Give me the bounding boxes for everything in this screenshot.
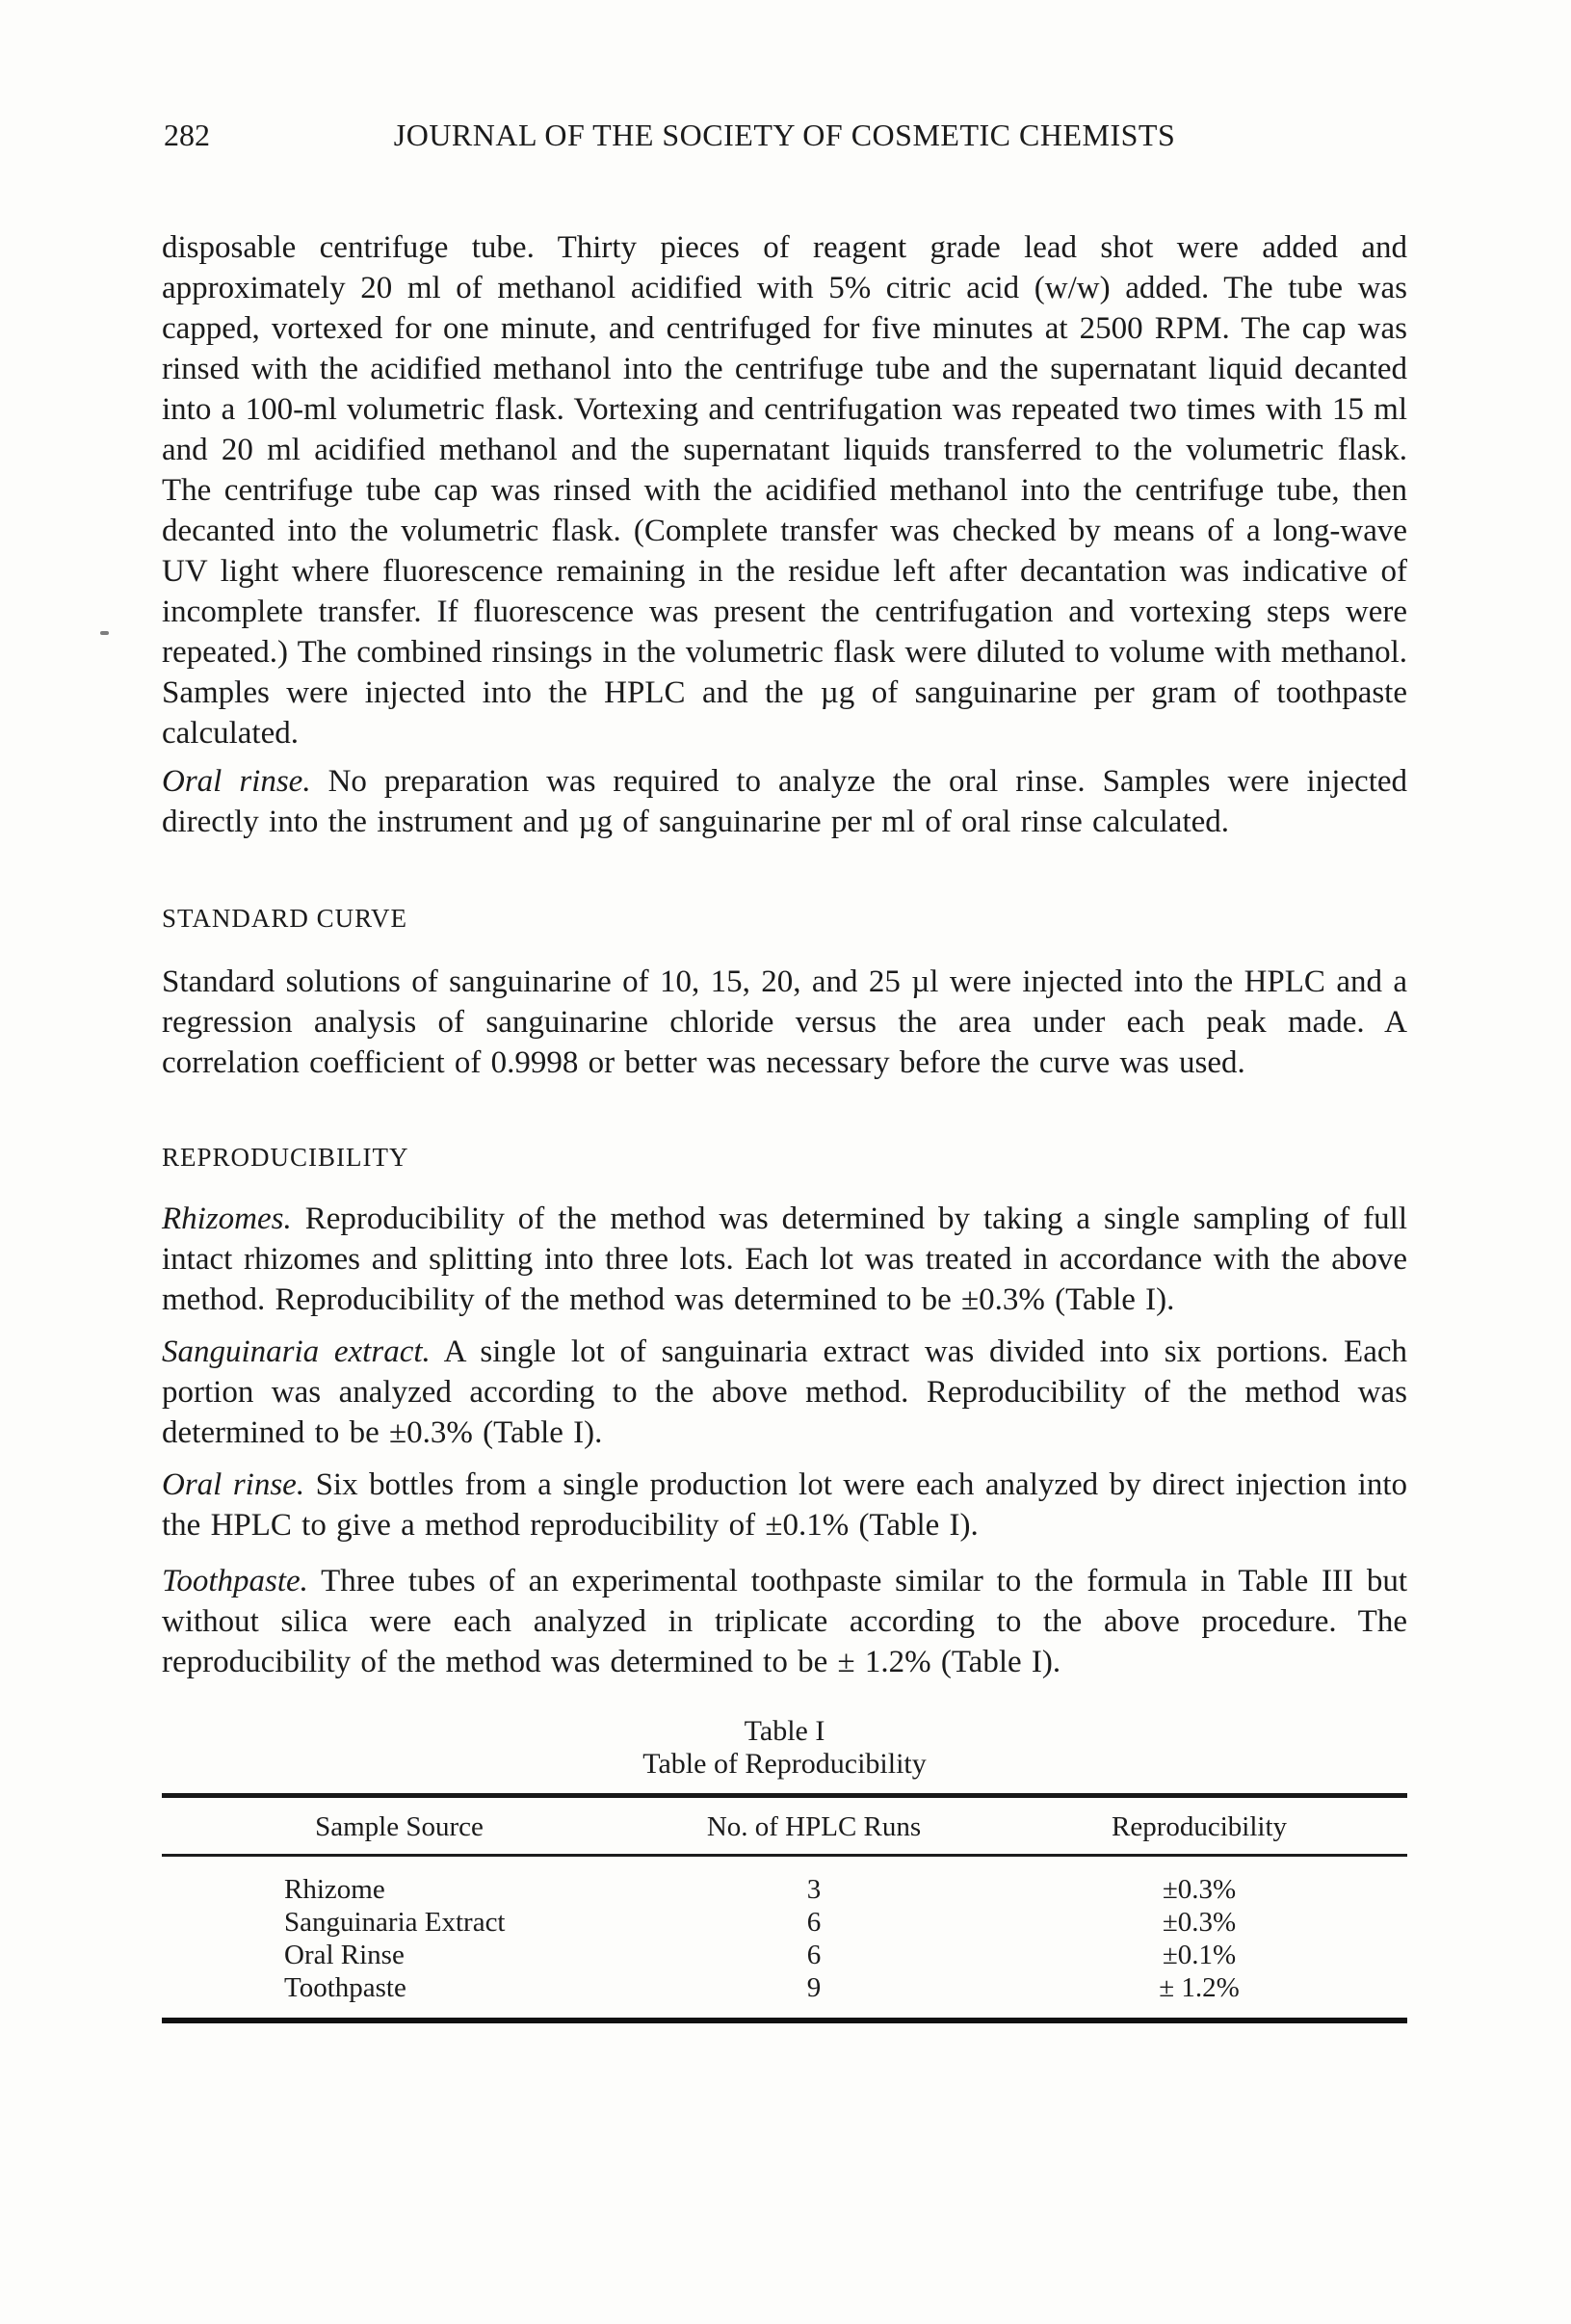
paragraph-text-oral-rinse-reproducibility: Six bottles from a single production lot were each analyzed by direct injection into the HPLC to give a method reproducibility of ±0.1% (Table I).	[162, 1467, 1408, 1543]
section-heading-reproducibility: REPRODUCIBILITY	[162, 1143, 409, 1172]
paragraph-lead-toothpaste: Toothpaste.	[162, 1564, 308, 1598]
paragraph-rhizomes	[162, 1199, 1407, 1320]
table-cell-source: Toothpaste	[284, 1972, 406, 2003]
running-head	[162, 118, 1407, 152]
paragraph-toothpaste	[162, 1561, 1407, 1682]
paragraph-lead-rhizomes: Rhizomes.	[162, 1202, 292, 1236]
paragraph-text-sanguinaria-extract: A single lot of sanguinaria extract was divided into six portions. Each portion was analyzed according to the above method. Reproducibility of the method was determined to be ±0.3% (Table I).	[162, 1334, 1407, 1450]
table-row	[162, 1939, 1407, 1971]
table-title: Table I	[744, 1715, 825, 1747]
table-header-row	[162, 1798, 1407, 1857]
paragraph-standard-curve: Standard solutions of sanguinarine of 10, 15, 20, and 25 µl were injected into the HPLC and a regression analysis of sanguinarine chloride versus the area under each peak made. A correlation coefficient of 0.9998 or better was necessary before the curve was used.	[162, 964, 1407, 1080]
table-cell-reproducibility: ±0.1%	[1162, 1940, 1237, 1970]
paragraph-text-toothpaste: Three tubes of an experimental toothpaste similar to the formula in Table III but without silica were each analyzed in triplicate according to the above procedure. The reproducibility of the method was determined to be ± 1.2% (Table I).	[162, 1564, 1407, 1679]
table-body	[162, 1857, 1407, 2018]
section-heading-standard-curve: STANDARD CURVE	[162, 904, 407, 933]
table-column-header-reproducibility: Reproducibility	[1111, 1811, 1288, 1842]
page-content	[162, 0, 1407, 2023]
table-cell-runs: 6	[806, 1940, 822, 1970]
paragraph-text-oral-rinse: No preparation was required to analyze the oral rinse. Samples were injected directly into the instrument and µg of sanguinarine per ml of oral rinse calculated.	[162, 764, 1408, 839]
reproducibility-table	[162, 1793, 1407, 2023]
paragraph-methods: disposable centrifuge tube. Thirty pieces of reagent grade lead shot were added and approximately 20 ml of methanol acidified with 5% citric acid (w/w) added. The tube was capped, vortexed for one minute, and centrifuged for five minutes at 2500 RPM. The cap was rinsed with the acidified methanol into the centrifuge tube and the supernatant liquid decanted into a 100-ml volumetric flask. Vortexing and centrifugation was repeated two times with 15 ml and 20 ml acidified methanol and the supernatant liquids transferred to the volumetric flask. The centrifuge tube cap was rinsed with the acidified methanol into the centrifuge tube, then decanted into the volumetric flask. (Complete transfer was checked by means of a long-wave UV light where fluorescence remaining in the residue left after decantation was indicative of incomplete transfer. If fluorescence was present the centrifugation and vortexing steps were repeated.) The combined rinsings in the volumetric flask were diluted to volume with methanol. Samples were injected into the HPLC and the µg of sanguinarine per gram of toothpaste calculated.	[162, 230, 1407, 751]
table-row	[162, 1873, 1407, 1906]
paragraph-oral-rinse	[162, 761, 1407, 842]
page-number: 282	[164, 118, 210, 152]
table-row	[162, 1971, 1407, 2004]
table-cell-reproducibility: ± 1.2%	[1159, 1972, 1240, 2003]
table-row	[162, 1906, 1407, 1939]
table-cell-runs: 3	[806, 1874, 822, 1905]
table-title-block	[162, 1715, 1407, 1781]
paragraph-lead-sanguinaria-extract: Sanguinaria extract.	[162, 1334, 431, 1369]
table-cell-source: Oral Rinse	[284, 1940, 405, 1970]
table-cell-source: Rhizome	[284, 1874, 385, 1905]
paragraph-lead-oral-rinse-reproducibility: Oral rinse.	[162, 1467, 305, 1502]
journal-title: JOURNAL OF THE SOCIETY OF COSMETIC CHEMISTS	[393, 118, 1176, 152]
table-column-header-sample-source: Sample Source	[315, 1811, 484, 1842]
table-cell-runs: 6	[806, 1907, 822, 1938]
table-subtitle: Table of Reproducibility	[642, 1748, 927, 1780]
scan-artifact	[100, 631, 109, 635]
table-column-header-hplc-runs: No. of HPLC Runs	[706, 1811, 922, 1842]
table-cell-runs: 9	[806, 1972, 822, 2003]
paragraph-lead-oral-rinse: Oral rinse.	[162, 764, 311, 799]
table-cell-reproducibility: ±0.3%	[1162, 1907, 1237, 1938]
table-cell-source: Sanguinaria Extract	[284, 1907, 506, 1938]
paragraph-oral-rinse-reproducibility	[162, 1465, 1407, 1545]
paragraph-sanguinaria-extract	[162, 1332, 1407, 1453]
table-cell-reproducibility: ±0.3%	[1162, 1874, 1237, 1905]
paragraph-text-rhizomes: Reproducibility of the method was determined by taking a single sampling of full intact rhizomes and splitting into three lots. Each lot was treated in accordance with the above method. Reproducibility of the method was determined to be ±0.3% (Table I).	[162, 1202, 1408, 1317]
